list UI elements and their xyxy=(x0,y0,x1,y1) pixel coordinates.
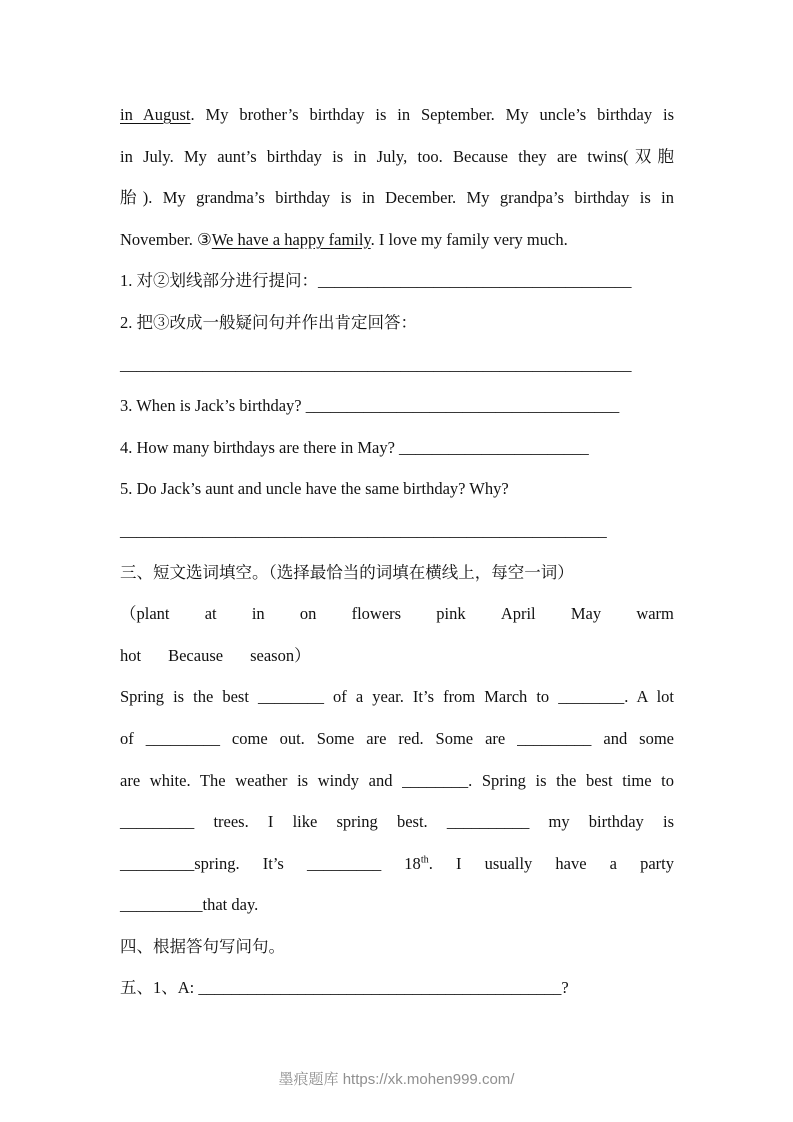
word-bank-word: Because xyxy=(168,645,224,665)
text-segment: . I usually have a party xyxy=(428,853,674,873)
text-segment: 3. When is Jack’s birthday? ______________________________________ xyxy=(120,396,620,416)
text-segment: are white. The weather is windy and ________. Spring is the best time to xyxy=(120,770,674,790)
word-bank-word: April xyxy=(500,604,536,624)
word-bank-word: hot xyxy=(120,645,142,665)
question-4 xyxy=(120,427,674,469)
text-segment: 2. 把③改成一般疑问句并作出肯定回答： xyxy=(120,312,417,332)
cloze-line xyxy=(120,884,674,926)
text-segment: ______________________________________________________________ xyxy=(120,354,632,374)
reading-passage-line xyxy=(120,219,674,261)
superscript-text: th xyxy=(420,854,429,866)
text-segment: _________spring. It’s _________ 18 xyxy=(120,853,421,873)
text-segment: 五、1、A: ____________________________________________? xyxy=(120,978,569,998)
reading-passage-line xyxy=(120,177,674,219)
word-bank-word: on xyxy=(299,604,317,624)
word-bank-word: season） xyxy=(250,645,311,665)
text-segment: 4. How many birthdays are there in May? _______________________ xyxy=(120,437,589,457)
answer-blank-line xyxy=(120,510,674,552)
text-segment: Spring is the best ________ of a year. It’s from March to ________. A lot xyxy=(120,687,674,707)
footer-watermark: 墨痕题库 https://xk.mohen999.com/ xyxy=(278,1071,515,1088)
word-bank-word: May xyxy=(570,604,602,624)
text-segment: 胎). My grandma’s birthday is in December. My grandpa’s birthday is in xyxy=(120,188,674,208)
word-bank-line-1 xyxy=(120,593,674,635)
word-bank-line-2 xyxy=(120,635,674,677)
section-4-heading xyxy=(120,926,674,968)
section-3-heading xyxy=(120,552,674,594)
word-bank-word: pink xyxy=(436,604,466,624)
underlined-text: in August xyxy=(120,105,191,124)
text-segment: 四、根据答句写问句。 xyxy=(120,936,285,956)
word-bank-word: in xyxy=(251,604,265,624)
answer-blank-line xyxy=(120,344,674,386)
question-1 xyxy=(120,260,674,302)
section-5-question xyxy=(120,967,674,1009)
reading-passage-line xyxy=(120,94,674,136)
document-body xyxy=(120,94,674,1009)
text-segment: in July. My aunt’s birthday is in July, too. Because they are twins(双胞 xyxy=(120,146,674,166)
question-5 xyxy=(120,468,674,510)
text-segment: ___________________________________________________________ xyxy=(120,520,607,540)
text-segment: November. ③ xyxy=(120,229,212,249)
question-3 xyxy=(120,385,674,427)
text-segment: 5. Do Jack’s aunt and uncle have the same birthday? Why? xyxy=(120,479,509,499)
word-bank-word: flowers xyxy=(351,604,402,624)
reading-passage-line xyxy=(120,136,674,178)
text-segment: __________that day. xyxy=(120,895,259,915)
text-segment: 三、短文选词填空。（选择最恰当的词填在横线上，每空一词） xyxy=(120,562,574,582)
word-bank-word: at xyxy=(204,604,217,624)
cloze-line xyxy=(120,801,674,843)
underlined-text: We have a happy family xyxy=(211,229,371,249)
cloze-line xyxy=(120,676,674,718)
cloze-line xyxy=(120,843,674,885)
cloze-line xyxy=(120,718,674,760)
text-segment: . I love my family very much. xyxy=(370,229,568,249)
text-segment: _________ trees. I like spring best. __________ my birthday is xyxy=(120,812,674,832)
word-bank-word: warm xyxy=(636,604,674,624)
text-segment: 1. 对②划线部分进行提问：______________________________________ xyxy=(120,271,632,291)
cloze-line xyxy=(120,760,674,802)
text-segment: of _________ come out. Some are red. Some are _________ and some xyxy=(120,728,674,748)
question-2 xyxy=(120,302,674,344)
word-bank-word: （plant xyxy=(120,604,170,624)
text-segment: . My brother’s birthday is in September. My uncle’s birthday is xyxy=(190,105,674,124)
